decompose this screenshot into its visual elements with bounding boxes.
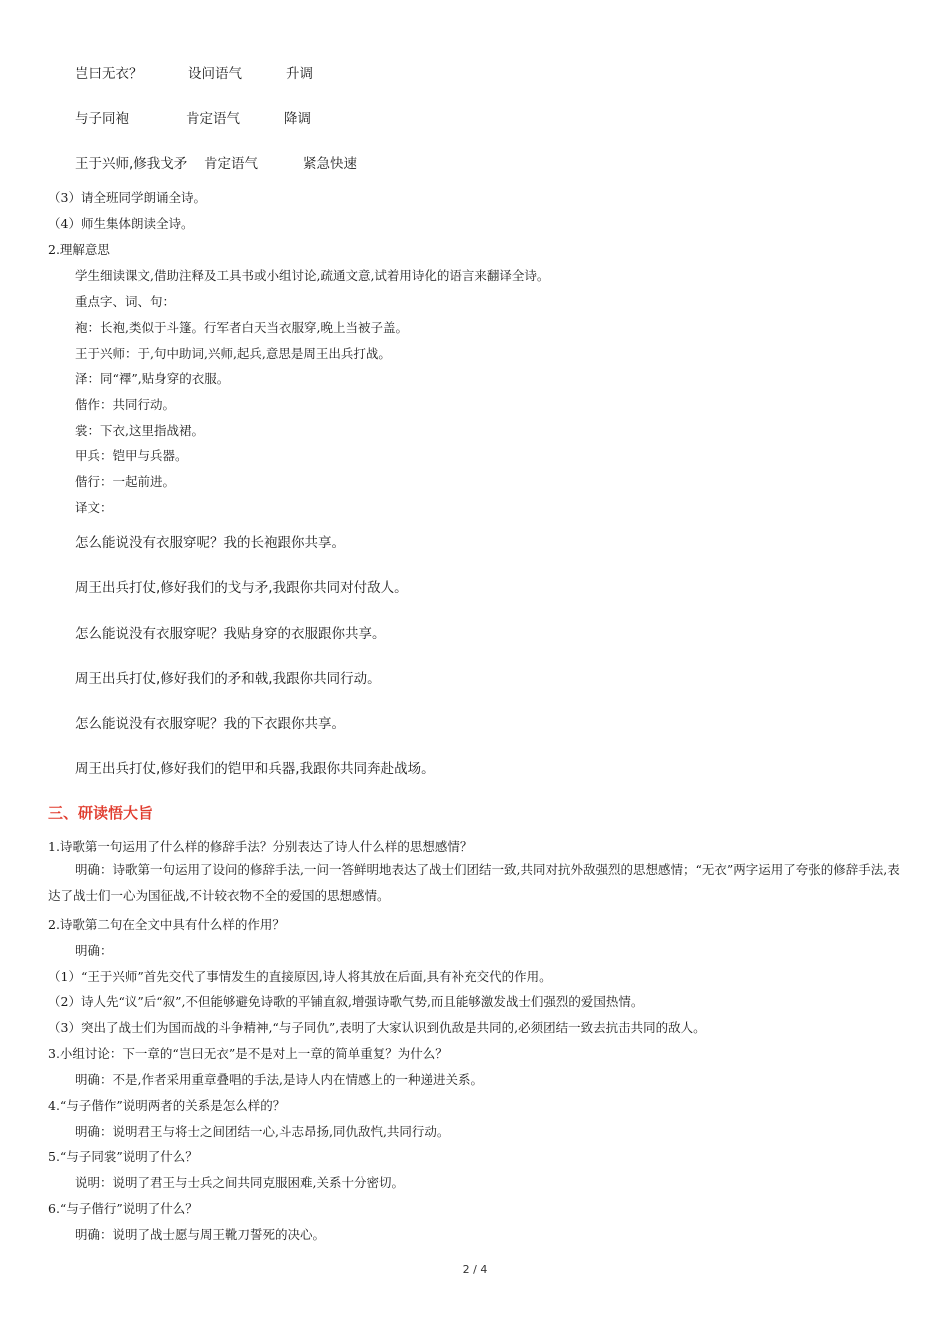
tone-phrase: 与子同袍 (75, 111, 129, 127)
page-number: 2 / 4 (462, 1263, 488, 1276)
reading-step: （3）请全班同学朗诵全诗。 (48, 190, 206, 205)
key-word-item: 偕作：共同行动。 (75, 397, 176, 412)
answer: 明确：诗歌第一句运用了设问的修辞手法,一问一答鲜明地表达了战士们团结一致,共同对抗外敌强烈的思想感情；“无衣”两字运用了夸张的修辞手法,表达了战士们一心为国征战,不计较衣物不全的爱国的思想感情。 (48, 862, 900, 903)
translation-line: 怎么能说没有衣服穿呢？我的下衣跟你共享。 (75, 716, 345, 732)
answer-label: 明确： (75, 943, 113, 958)
tone-row (75, 107, 311, 127)
tone-mood: 设问语气 (188, 66, 242, 82)
answer: 说明：说明了君王与士兵之间共同克服困难,关系十分密切。 (75, 1175, 404, 1190)
tone-row (75, 62, 313, 82)
tone-mood: 肯定语气 (186, 111, 240, 127)
tone-tone: 降调 (284, 111, 311, 127)
key-word-item: 甲兵：铠甲与兵器。 (75, 448, 188, 463)
answer: 明确：不是,作者采用重章叠唱的手法,是诗人内在情感上的一种递进关系。 (75, 1072, 483, 1087)
question: 5.“与子同裳”说明了什么？ (48, 1149, 198, 1164)
translation-line: 周王出兵打仗,修好我们的戈与矛,我跟你共同对付敌人。 (75, 580, 408, 596)
tone-phrase: 王于兴师,修我戈矛 (75, 156, 188, 172)
answer: 明确：说明了战士愿与周王靴刀誓死的决心。 (75, 1227, 326, 1242)
translation-line: 周王出兵打仗,修好我们的矛和戟,我跟你共同行动。 (75, 671, 381, 687)
question: 3.小组讨论：下一章的“岂曰无衣”是不是对上一章的简单重复？为什么？ (48, 1046, 448, 1061)
section-intro: 学生细读课文,借助注释及工具书或小组讨论,疏通文意,试着用诗化的语言来翻译全诗。 (75, 268, 550, 283)
key-word-item: 偕行：一起前进。 (75, 474, 176, 489)
key-words-label: 重点字、词、句： (75, 294, 176, 309)
translation-line: 怎么能说没有衣服穿呢？我的长袍跟你共享。 (75, 535, 345, 551)
tone-mood: 肯定语气 (204, 156, 258, 172)
answer-point: （2）诗人先“议”后“叙”,不但能够避免诗歌的平铺直叙,增强诗歌气势,而且能够激发战士们强烈的爱国热情。 (48, 994, 644, 1009)
answer-point: （1）“王于兴师”首先交代了事情发生的直接原因,诗人将其放在后面,具有补充交代的作用。 (48, 969, 552, 984)
answer: 明确：说明君王与将士之间团结一心,斗志昂扬,同仇敌忾,共同行动。 (75, 1124, 450, 1139)
translation-label: 译文： (75, 500, 113, 515)
tone-row (75, 152, 357, 172)
section-heading: 三、研读悟大旨 (48, 804, 154, 822)
question: 1.诗歌第一句运用了什么样的修辞手法？分别表达了诗人什么样的思想感情？ (48, 839, 473, 854)
translation-line: 怎么能说没有衣服穿呢？我贴身穿的衣服跟你共享。 (75, 626, 386, 642)
tone-tone: 升调 (286, 66, 313, 82)
translation-line: 周王出兵打仗,修好我们的铠甲和兵器,我跟你共同奔赴战场。 (75, 761, 435, 777)
question: 4.“与子偕作”说明两者的关系是怎么样的？ (48, 1098, 286, 1113)
key-word-item: 裳：下衣,这里指战裙。 (75, 423, 204, 438)
tone-phrase: 岂曰无衣？ (75, 66, 143, 82)
reading-step: （4）师生集体朗读全诗。 (48, 216, 194, 231)
answer-point: （3）突出了战士们为国而战的斗争精神,“与子同仇”,表明了大家认识到仇敌是共同的,必须团结一致去抗击共同的敌人。 (48, 1020, 706, 1035)
question: 2.诗歌第二句在全文中具有什么样的作用？ (48, 917, 285, 932)
section-title: 2.理解意思 (48, 242, 110, 257)
key-word-item: 王于兴师：于,句中助词,兴师,起兵,意思是周王出兵打战。 (75, 346, 391, 361)
key-word-item: 袍：长袍,类似于斗篷。行军者白天当衣服穿,晚上当被子盖。 (75, 320, 408, 335)
key-word-item: 泽：同“襗”,贴身穿的衣服。 (75, 371, 230, 386)
tone-tone: 紧急快速 (303, 156, 357, 172)
question: 6.“与子偕行”说明了什么？ (48, 1201, 198, 1216)
